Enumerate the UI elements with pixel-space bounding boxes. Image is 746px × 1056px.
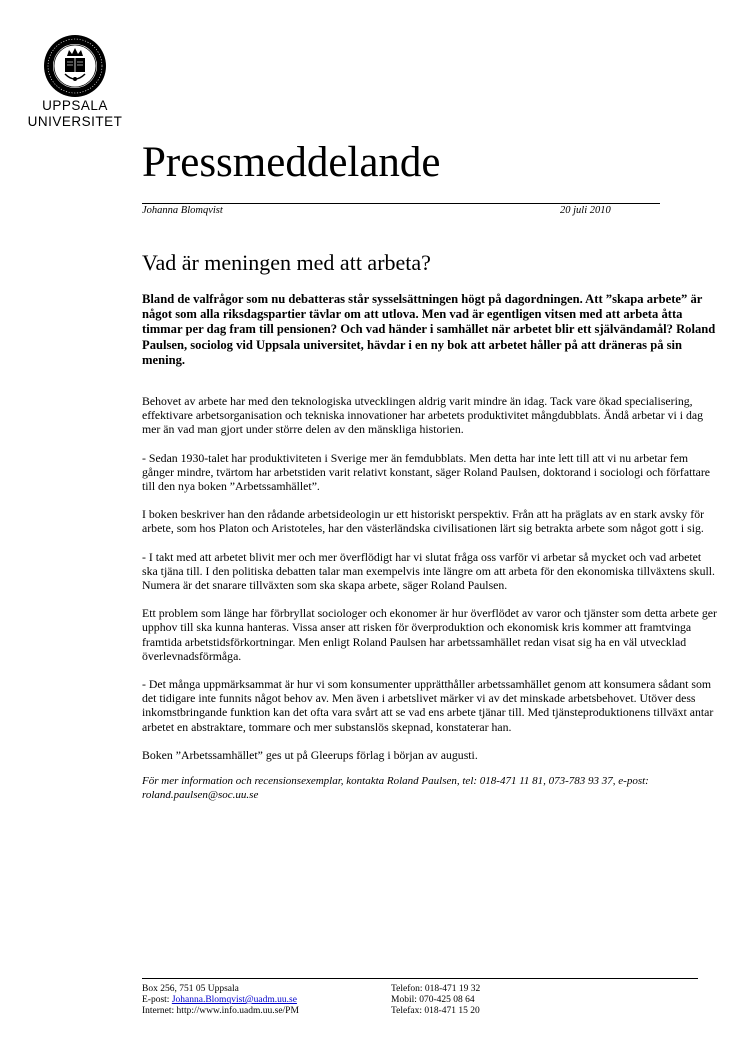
body-paragraph: - Det många uppmärksammat är hur vi som konsumenter upprätthåller arbetssamhället genom att konsumera sådant som det tidigare inte funnits något behov av. Men även i arbetslivet märker vi av det minskade arbetsbehovet. Utöver dess inkomstbringande funktion kan det ofta vara svårt att se vad ens arbete tjänar till. Med tjänsteproduktionens tillväxt antar arbetet en abstraktare, tommare och mer substanslös skepnad, konstaterar han. bbox=[142, 677, 714, 734]
release-date: 20 juli 2010 bbox=[560, 205, 611, 216]
university-name-line2: UNIVERSITET bbox=[27, 114, 123, 129]
footer-left bbox=[142, 984, 299, 1017]
body-paragraph: Ett problem som länge har förbryllat sociologer och ekonomer är hur överflödet av varor och tjänster som detta arbete ger upphov till ska kunna hanteras. Vissa anser att risken för överproduktion och ekonomisk kris kommer att framtvinga framtida arbetstidsförkortningar. Men enligt Roland Paulsen har arbetssamhället redan visat sig ha en väl utvecklad överlevnadsförmåga. bbox=[142, 606, 717, 663]
university-seal-icon bbox=[43, 34, 107, 98]
footer-email-line bbox=[142, 995, 299, 1006]
footer-address: Box 256, 751 05 Uppsala bbox=[142, 984, 239, 994]
body-paragraph: - I takt med att arbetet blivit mer och mer överflödigt har vi slutat fråga oss varför vi arbetar så mycket och vad arbetet ska tjäna till. I den politiska debatten talar man exempelvis inte längre om att arbeta för den ekonomiska tillväxtens skull. Numera är det snarare tillväxten som ska skapa arbete, säger Roland Paulsen. bbox=[142, 549, 715, 593]
footer-email-link[interactable]: Johanna.Blomqvist@uadm.uu.se bbox=[171, 995, 297, 1005]
title-divider bbox=[142, 203, 660, 204]
body-paragraph: Boken ”Arbetssamhället” ges ut på Gleerups förlag i början av augusti. bbox=[142, 747, 478, 762]
author-name: Johanna Blomqvist bbox=[142, 205, 223, 216]
page-title: Pressmeddelande bbox=[142, 139, 441, 186]
footer-phone: Telefon: 018-471 19 32 bbox=[391, 984, 481, 994]
contact-info: För mer information och recensionsexemplar, kontakta Roland Paulsen, tel: 018-471 11 81, 073-783 93 37, e-post: roland.paulsen@soc.uu.se bbox=[142, 775, 649, 802]
footer-email-label: E-post: bbox=[142, 995, 172, 1005]
article-body bbox=[142, 394, 717, 816]
university-name-line1: UPPSALA bbox=[42, 98, 108, 113]
footer-internet: Internet: http://www.info.uadm.uu.se/PM bbox=[142, 1006, 299, 1016]
university-name bbox=[0, 98, 150, 130]
body-paragraph: I boken beskriver han den rådande arbetsideologin ur ett historiskt perspektiv. Från att ha präglats av en stark avsky för arbete, som hos Platon och Aristoteles, har den västerländska civilisationen lärt sig betrakta arbete som något gott i sig. bbox=[142, 507, 705, 536]
lead-paragraph: Bland de valfrågor som nu debatteras står sysselsättningen högt på dagordningen. Att ”skapa arbete” är något som alla riksdagspartier tävlar om att utlova. Men vad är egentligen vitsen med att arbeta åtta timmar per dag fram till pensionen? Och vad händer i samhället när arbetet blir ett självändamål? Roland Paulsen, sociolog vid Uppsala universitet, hävdar i en ny bok att arbetet håller på att dräneras på sin mening. bbox=[142, 292, 716, 367]
footer-divider bbox=[142, 978, 698, 979]
footer-right bbox=[391, 984, 480, 1017]
article-headline: Vad är meningen med att arbeta? bbox=[142, 250, 431, 275]
body-paragraph: Behovet av arbete har med den teknologiska utvecklingen aldrig varit mindre än idag. Tack vare ökad specialisering, effektivare arbetsorganisation och tekniska innovationer har arbetets produktivitet mångdubblats. Ändå arbetar vi i dag mer än vad man gjort under större delen av den mänskliga historien. bbox=[142, 394, 704, 437]
article-lead bbox=[142, 292, 717, 368]
footer-fax: Telefax: 018-471 15 20 bbox=[391, 1006, 480, 1016]
footer-mobile: Mobil: 070-425 08 64 bbox=[391, 995, 475, 1005]
body-paragraph: - Sedan 1930-talet har produktiviteten i Sverige mer än femdubblats. Men detta har inte lett till att vi nu arbetar fem gånger mindre, tvärtom har arbetstiden varit relativt konstant, säger Roland Paulsen, doktorand i sociologi och författare till den nya boken ”Arbetssamhället”. bbox=[142, 450, 711, 494]
